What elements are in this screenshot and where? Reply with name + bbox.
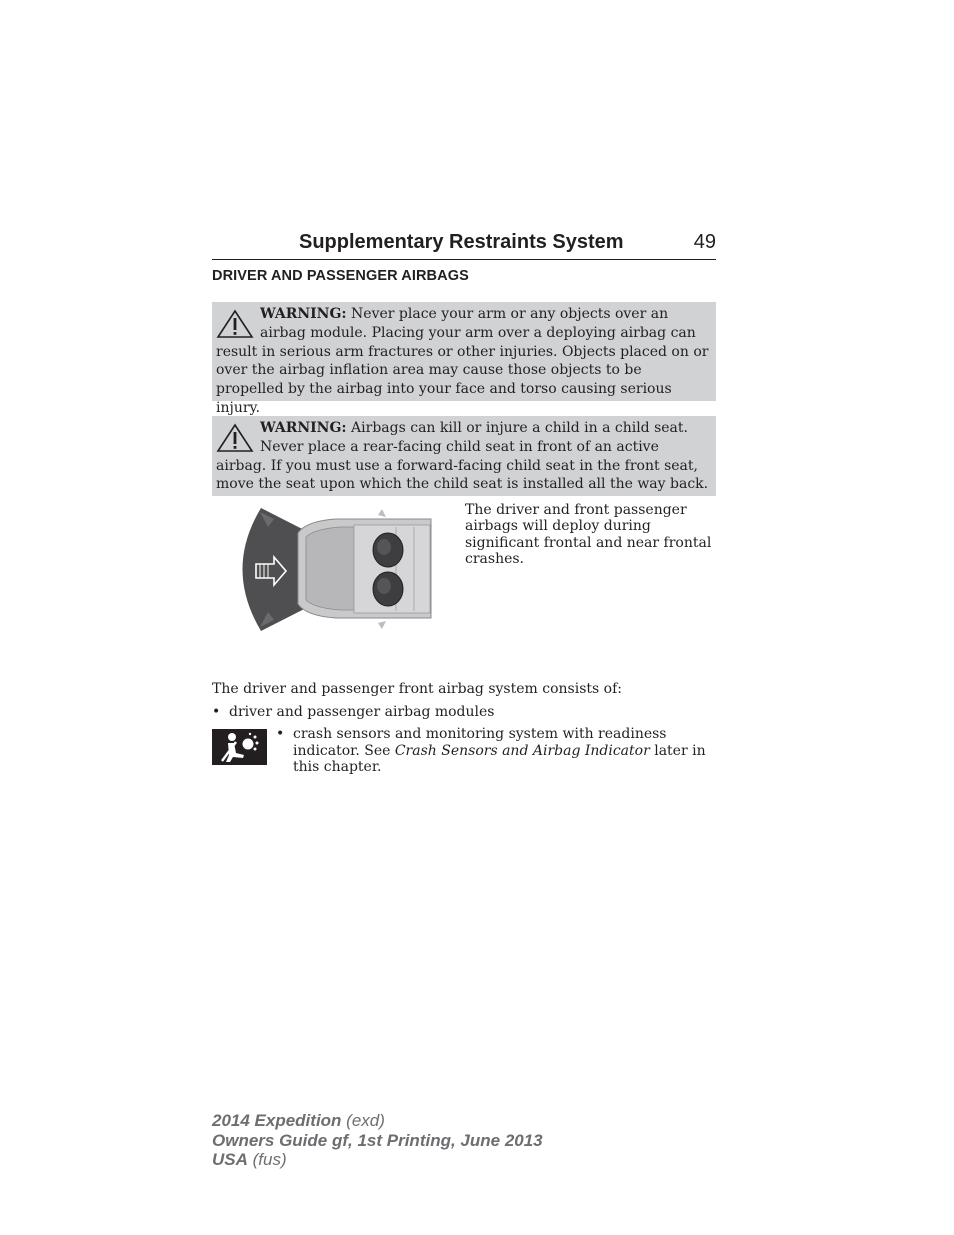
page-footer bbox=[212, 1111, 543, 1170]
cross-reference: Crash Sensors and Airbag Indicator bbox=[394, 742, 650, 759]
list-item-text: driver and passenger airbag modules bbox=[229, 704, 495, 720]
footer-model-code: (exd) bbox=[346, 1111, 385, 1130]
section-heading: DRIVER AND PASSENGER AIRBAGS bbox=[212, 268, 469, 284]
figure-caption: The driver and front passenger airbags will deploy during significant frontal and near frontal crashes. bbox=[465, 502, 712, 567]
list-item bbox=[212, 704, 494, 721]
airbag-indicator-icon bbox=[212, 729, 267, 765]
list-item-text-start: crash sensors and monitoring system with readiness indicator. See bbox=[293, 726, 667, 759]
footer-market: USA bbox=[212, 1150, 248, 1169]
page-header bbox=[212, 229, 716, 260]
vehicle-airbag-deployment-illustration bbox=[236, 503, 436, 635]
warning-triangle-icon bbox=[216, 423, 254, 453]
list-item-text bbox=[293, 726, 716, 776]
footer-market-code: (fus) bbox=[252, 1150, 287, 1169]
warning-text: Airbags can kill or injure a child in a child seat. Never place a rear-facing child seat in front of an active airbag. If you must use a forward-facing child seat in the front seat, move the seat upon which the child seat is installed all the way back. bbox=[216, 420, 709, 493]
footer-line-3 bbox=[212, 1150, 543, 1170]
chapter-title: Supplementary Restraints System bbox=[299, 231, 624, 253]
footer-line-1 bbox=[212, 1111, 543, 1131]
warning-triangle-icon bbox=[216, 309, 254, 339]
footer-model: 2014 Expedition bbox=[212, 1111, 342, 1130]
list-item bbox=[276, 726, 716, 776]
warning-label: WARNING: bbox=[260, 420, 347, 436]
footer-printing: Owners Guide gf, 1st Printing, June 2013 bbox=[212, 1130, 543, 1150]
intro-paragraph: The driver and passenger front airbag system consists of: bbox=[212, 681, 622, 697]
warning-box-arm-placement bbox=[212, 302, 716, 416]
footer-line-2 bbox=[212, 1131, 543, 1151]
warning-box-child-seat bbox=[212, 416, 716, 496]
page-number: 49 bbox=[693, 231, 716, 253]
warning-text: Never place your arm or any objects over an airbag module. Placing your arm over a deploying airbag can result in serious arm fractures or other injuries. Objects placed on or over the airbag inflation area may cause those objects to be propelled by the airbag into your face and torso causing serious injury. bbox=[216, 306, 709, 416]
bullet-dot: • bbox=[276, 726, 285, 742]
warning-label: WARNING: bbox=[260, 306, 347, 322]
bullet-dot: • bbox=[212, 704, 221, 720]
list-item-text-end: later in this chapter. bbox=[293, 742, 706, 775]
